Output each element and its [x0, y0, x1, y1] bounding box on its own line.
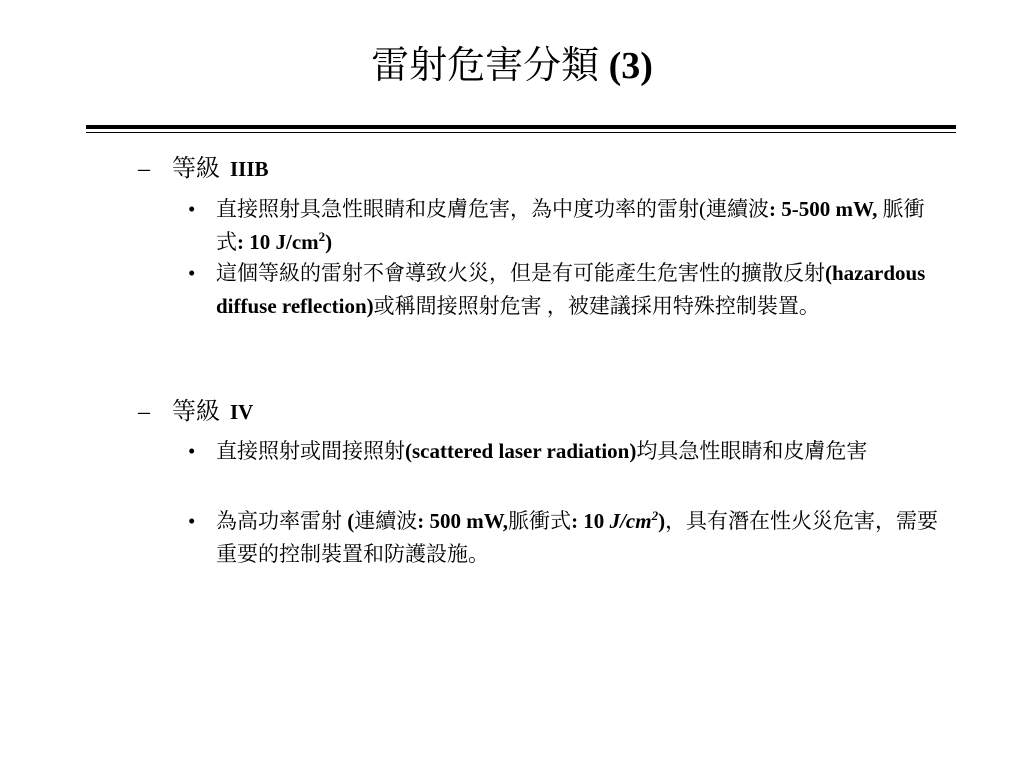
- bullet-text: 這個等級的雷射不會導致火災，但是有可能產生危害性的擴散反射(hazardous diffuse reflection)或稱間接照射危害 ，被建議採用特殊控制裝置。: [216, 261, 926, 318]
- slide-title-number: (3): [608, 45, 653, 87]
- level-label: 等級: [172, 156, 220, 182]
- level-iv-heading: [138, 395, 253, 429]
- bullet-text: 直接照射或間接照射(scattered laser radiation)均具急性眼睛和皮膚危害: [216, 439, 868, 463]
- iiib-bullet-1: [188, 193, 948, 259]
- iv-bullet-2: [188, 505, 948, 571]
- bullet-dot: •: [188, 261, 196, 285]
- level-iiib-heading: [138, 152, 269, 186]
- level-code: IIIB: [230, 157, 269, 181]
- iiib-bullet-2: [188, 257, 948, 323]
- slide-title-text: 雷射危害分類: [371, 45, 600, 87]
- title-divider-thin: [86, 132, 956, 133]
- bullet-text: 直接照射具急性眼睛和皮膚危害，為中度功率的雷射(連續波: 5-500 mW, 脈衝式: 10 $J/cm^2$): [216, 197, 925, 254]
- level-code: IV: [230, 400, 254, 424]
- dash-marker: –: [138, 156, 150, 182]
- iv-bullet-1: [188, 435, 948, 468]
- bullet-text: 為高功率雷射 (連續波: 500 mW,脈衝式: 10 $J/cm^2$)，具有潛在性火災危害，需要重要的控制裝置和防護設施。: [216, 508, 939, 566]
- title-divider-thick: [86, 125, 956, 129]
- dash-marker: –: [138, 399, 150, 425]
- slide-title: [0, 38, 1024, 94]
- bullet-dot: •: [188, 197, 196, 221]
- bullet-dot: •: [188, 509, 196, 533]
- level-label: 等級: [172, 399, 220, 425]
- bullet-dot: •: [188, 439, 196, 463]
